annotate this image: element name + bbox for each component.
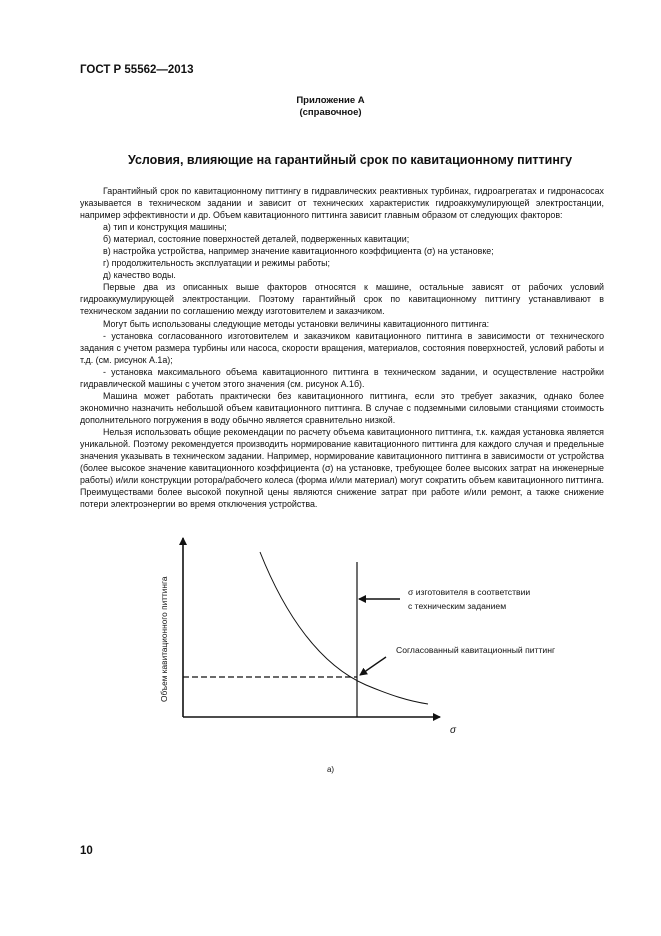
annotation-sigma-line1: σ изготовителя в соответствии xyxy=(408,587,531,597)
annotation-agreed-pitting: Согласованный кавитационный питтинг xyxy=(396,645,556,655)
appendix-name: Приложение А xyxy=(296,95,365,106)
annotation-sigma-line2: с техническим заданием xyxy=(408,601,507,611)
list-item-e: д) качество воды. xyxy=(103,270,176,281)
paragraph-machine: Машина может работать практически без кавитационного питтинга, если это требует заказчик, однако более экономично назначить небольшой объем кавитационного питтинга. В случае с подземными силовыми станциями стоимость дополнительного погружения в воду обычно является сравнительно низкой. xyxy=(80,390,604,425)
list-item-b: б) материал, состояние поверхностей деталей, подверженных кавитации; xyxy=(103,234,410,245)
x-axis-label: σ xyxy=(450,725,457,736)
figure-caption: а) xyxy=(326,765,335,774)
paragraph-method-2: - установка максимального объема кавитационного питтинга в техническом задании, и осуществление настройки гидравлической машины с учетом этого значения (см. рисунок А.1б). xyxy=(80,366,604,389)
y-axis-label: Объем кавитационного питтинга xyxy=(159,576,169,702)
list-item-d: г) продолжительность эксплуатации и режимы работы; xyxy=(103,258,330,269)
list-item-c: в) настройка устройства, например значение кавитационного коэффициента (σ) на установке; xyxy=(103,246,494,257)
page-number: 10 xyxy=(80,845,93,857)
list-item-a: а) тип и конструкция машины; xyxy=(103,222,227,233)
appendix-note: (справочное) xyxy=(299,107,362,118)
section-title: Условия, влияющие на гарантийный срок по кавитационному питтингу xyxy=(127,153,573,167)
body-text xyxy=(80,185,604,510)
paragraph-methods: Могут быть использованы следующие методы установки величины кавитационного питтинга: xyxy=(103,318,490,329)
standard-header: ГОСТ Р 55562—2013 xyxy=(80,64,194,76)
annotation-arrow-agreed xyxy=(360,657,386,675)
paragraph-factors: Первые два из описанных выше факторов относятся к машине, остальные зависят от рабочих условий гидроаккумулирующей электростанции. Поэтому гарантийный срок по кавитационному питтингу устанавливают в техническом задании по соглашению между изготовителем и заказчиком. xyxy=(80,282,604,317)
pitting-curve xyxy=(260,552,428,704)
paragraph-method-1: - установка согласованного изготовителем и заказчиком кавитационного питтинга в зависимости от технического задания с учетом размера турбины или насоса, скорости вращения, материалов, состояния поверхностей, условий работы и т.д. (см. рисунок А.1а); xyxy=(80,330,604,365)
paragraph-recommendations: Нельзя использовать общие рекомендации по расчету объема кавитационного питтинга, т.к. каждая установка является уникальной. Поэтому рекомендуется производить нормирование кавитационного питтинга для каждого случая и предельные значения указывать в техническом задании. Например, нормирование кавитационного питтинга в зависимости от устройства (более высокое значение кавитационного коэффициента (σ) на установке, требующее более высоких затрат на инженерные работы) и/или конструкции ротора/рабочего колеса (форма и/или материал) могут сократить объем кавитационного питтинга. Преимуществами более высокой покупной цены являются снижение затрат при работе и/или ремонт, а также снижение потери электроэнергии во время отключения устройства. xyxy=(80,426,604,510)
paragraph-intro: Гарантийный срок по кавитационному питтингу в гидравлических реактивных турбинах, гидроагрегатах и гидронасосах указывается в техническом задании и зависит от технических характеристик гидроаккумулирующей электростанции, например эффективности и др. Объем кавитационного питтинга зависит главным образом от следующих факторов: xyxy=(80,186,604,221)
figure-a1a xyxy=(150,530,620,760)
